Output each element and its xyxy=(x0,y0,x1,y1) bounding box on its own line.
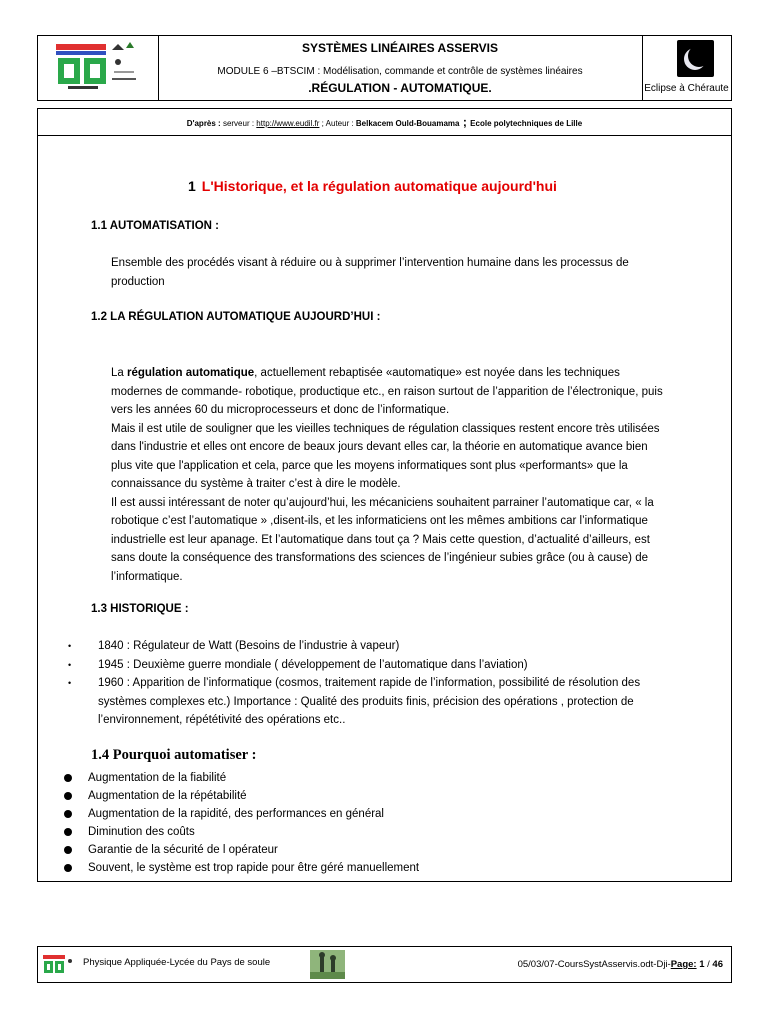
bullet-dot-icon xyxy=(64,792,72,800)
paragraph-1-2-line-11: sans doute la conséquence des transformations des sciences de l’ingénieur subies grâce (ou à cause) de xyxy=(111,552,648,564)
paragraph-1-2-line-2: modernes de commande- robotique, productique etc., en raison surtout de l’apparition de l’électronique, puis xyxy=(111,385,663,398)
paragraph-1-2-line-10: industrielle est leur apanage. Et l’automatique dans tout ça ? Mais cette question, d’actualité d’ailleurs, est xyxy=(111,533,650,546)
source-author-label: ; Auteur : xyxy=(319,119,356,128)
source-school: Ecole polytechniques de Lille xyxy=(470,119,583,128)
history-item: • 1840 : Régulateur de Watt (Besoins de l’industrie à vapeur) xyxy=(98,637,718,656)
footer-figures-icon xyxy=(310,950,345,979)
paragraph-1-2-line-5: dans l'industrie et elles ont encore de beaux jours devant elles car, la théorie en automatique avance bien xyxy=(111,441,648,453)
paragraph-1-2-line-6: plus vite que l'application et cela, parce que les moyens informatiques sont plus «performants» que la xyxy=(111,459,628,472)
footer-page-separator: / xyxy=(707,959,713,970)
section-1-title xyxy=(188,178,557,194)
source-separator: ; xyxy=(459,115,471,129)
history-item: • 1945 : Deuxième guerre mondiale ( développement de l’automatique dans l’aviation) xyxy=(98,656,718,675)
bullet-icon: • xyxy=(68,678,72,688)
heading-1-1: 1.1 AUTOMATISATION : xyxy=(91,220,219,232)
footer-page-info xyxy=(518,959,723,970)
footer-school-label: Physique Appliquée-Lycée du Pays de soule xyxy=(83,957,271,968)
reason-item: Souvent, le système est trop rapide pour être géré manuellement xyxy=(88,859,419,877)
section-1-number: 1 xyxy=(188,178,196,194)
history-item-continuation: l’environnement, répététivité des opérations etc.. xyxy=(98,714,346,726)
header-title-cell xyxy=(158,36,643,100)
document-subtitle: .RÉGULATION - AUTOMATIQUE. xyxy=(308,81,492,95)
heading-1-3: 1.3 HISTORIQUE : xyxy=(91,603,189,615)
heading-1-2: 1.2 LA RÉGULATION AUTOMATIQUE AUJOURD’HUI : xyxy=(91,311,381,323)
footer-file-name: 05/03/07-CoursSystAsservis.odt-Dji- xyxy=(517,959,671,970)
document-title: SYSTÈMES LINÉAIRES ASSERVIS xyxy=(301,41,499,55)
bullet-dot-icon xyxy=(64,810,72,818)
footer-logo-icon xyxy=(41,953,77,977)
main-content-frame xyxy=(37,108,732,882)
header-table xyxy=(37,35,732,101)
paragraph-1-2-line-1: La régulation automatique, actuellement rebaptisée «automatique» est noyée dans les techniques xyxy=(111,367,620,379)
heading-1-4: 1.4 Pourquoi automatiser : xyxy=(91,747,257,763)
bullet-icon: • xyxy=(68,659,72,670)
source-url-link[interactable]: http://www.eudil.fr xyxy=(256,119,320,128)
bullet-icon: • xyxy=(68,641,72,651)
paragraph-1-2-line-8: Il est aussi intéressant de noter qu’aujourd’hui, les mécaniciens souhaitent parrainer l’automatique car, « la xyxy=(111,496,654,509)
footer-page-number: 1 xyxy=(696,959,708,970)
paragraph-1-2-line-4: Mais il est utile de souligner que les vieilles techniques de régulation classiques restent encore très utilisées xyxy=(111,422,660,435)
paragraph-1-2-line-7: connaissance du système à traiter c’est à dire le modèle. xyxy=(111,478,401,490)
footer-page-total: 46 xyxy=(712,959,723,970)
bullet-dot-icon xyxy=(64,828,72,836)
history-item-continuation: systèmes complexes etc.) Importance : Qualité des produits finis, précision des opérations , protection de xyxy=(98,695,634,708)
reason-item: Augmentation de la rapidité, des performances en général xyxy=(88,805,384,823)
source-line xyxy=(38,109,731,136)
header-logo-cell xyxy=(38,36,159,100)
reason-item: Augmentation de la fiabilité xyxy=(88,769,226,787)
eclipse-caption: Eclipse à Chéraute xyxy=(644,83,729,94)
bullet-dot-icon xyxy=(64,774,72,782)
source-server-label: serveur : xyxy=(220,119,257,128)
paragraph-1-1-line-2: production xyxy=(111,275,165,288)
source-author: Belkacem Ould-Bouamama xyxy=(355,119,460,128)
paragraph-1-2-line-3: vers les années 60 du microprocesseurs et donc de l’informatique. xyxy=(111,404,450,416)
header-eclipse-cell xyxy=(642,36,731,100)
footer-thumbnail xyxy=(310,950,345,979)
source-prefix: D'après : xyxy=(186,119,221,128)
reason-item: Diminution des coûts xyxy=(88,823,195,841)
paragraph-1-1-line-1: Ensemble des procédés visant à réduire ou à supprimer l’intervention humaine dans les processus de xyxy=(111,257,629,269)
bullet-dot-icon xyxy=(64,864,72,872)
eclipse-icon xyxy=(677,40,714,77)
paragraph-1-2-line-9: robotique c’est l’automatique » ,disent-ils, et les informaticiens ont les mêmes ambitions car l’informatique xyxy=(111,515,648,527)
reason-item: Augmentation de la répétabilité xyxy=(88,787,247,805)
page-footer xyxy=(37,946,732,983)
section-1-heading: L'Historique, et la régulation automatique aujourd'hui xyxy=(201,178,557,194)
module-line: MODULE 6 –BTSCIM : Modélisation, commande et contrôle de systèmes linéaires xyxy=(217,66,583,77)
history-item: • 1960 : Apparition de l’informatique (cosmos, traitement rapide de l’information, possibilité de résolution des xyxy=(98,674,718,693)
reason-item: Garantie de la sécurité de l opérateur xyxy=(88,841,278,859)
physique-appliquee-logo-icon xyxy=(38,36,158,100)
paragraph-1-2-line-12: l’informatique. xyxy=(111,570,183,583)
eclipse-photo xyxy=(677,40,714,77)
bullet-dot-icon xyxy=(64,846,72,854)
footer-page-label: Page: xyxy=(670,959,697,970)
